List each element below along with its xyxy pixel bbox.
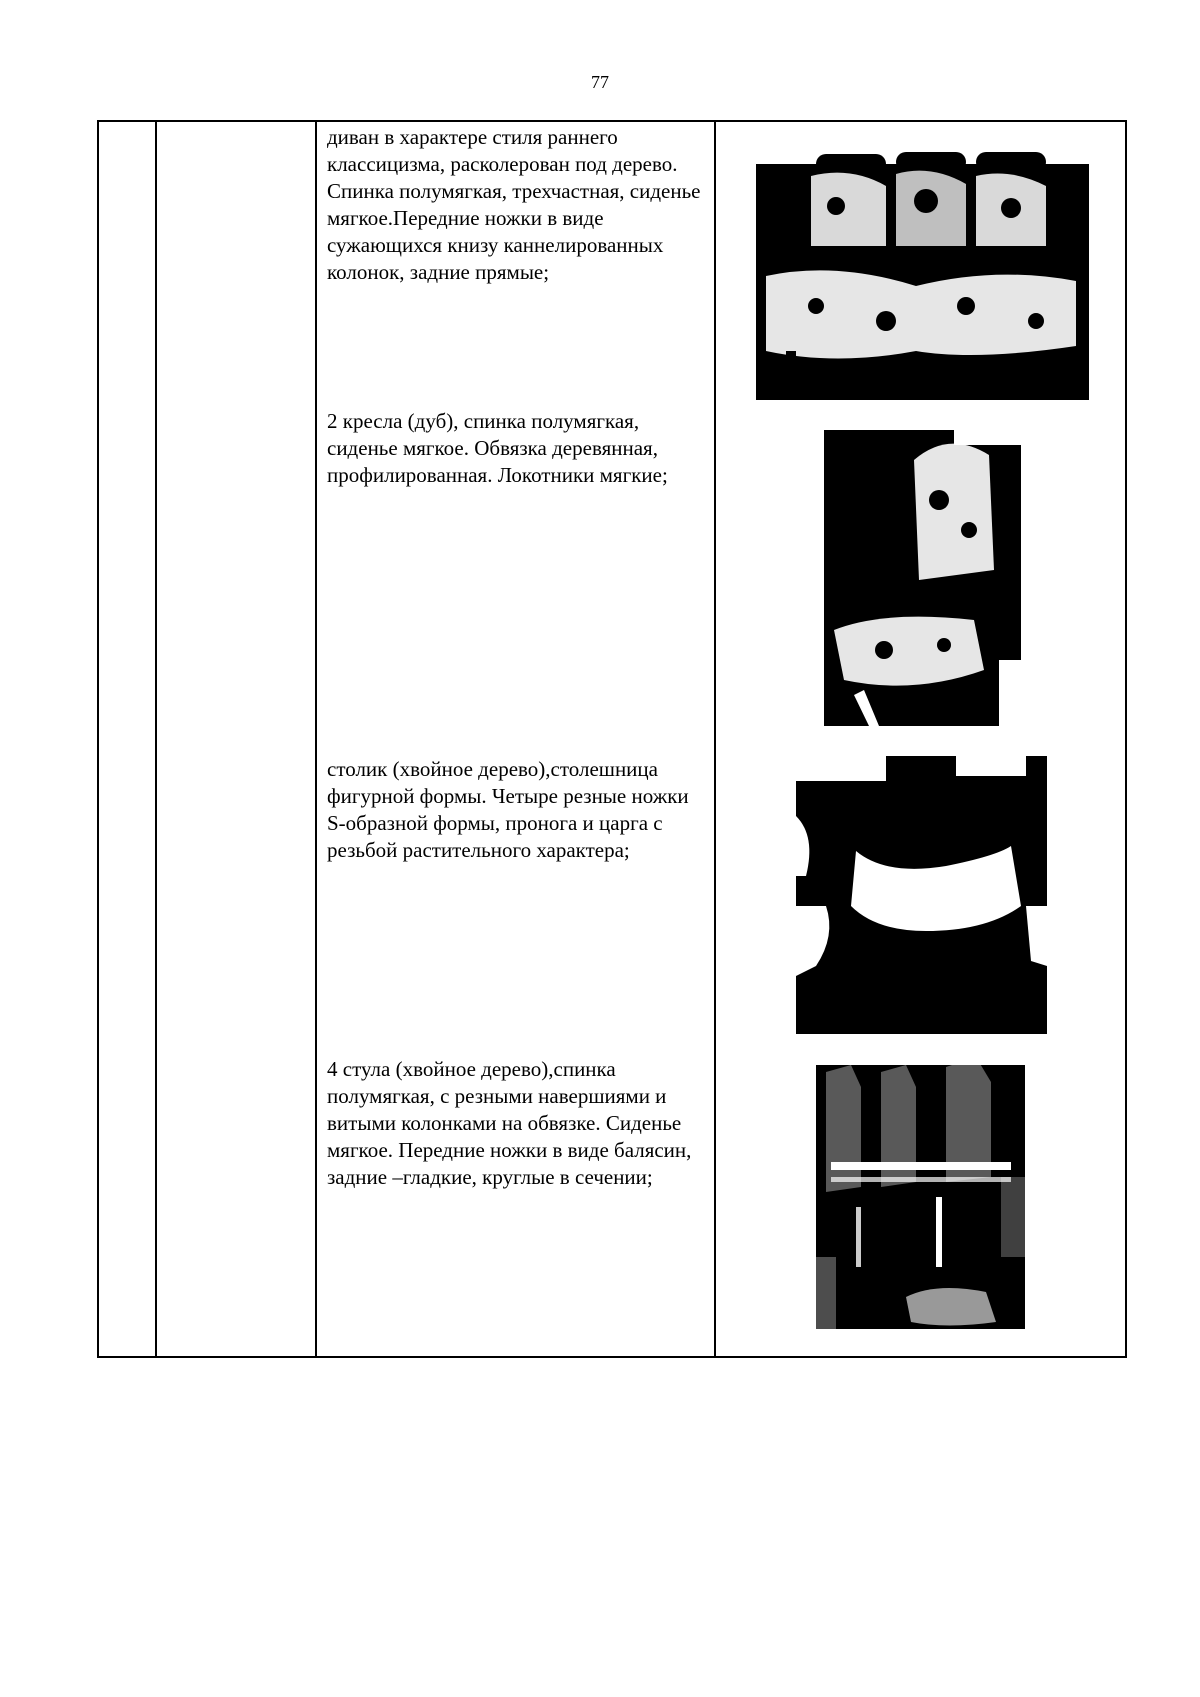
armchair-photo (824, 420, 1021, 726)
column-divider (315, 122, 317, 1356)
column-divider (155, 122, 157, 1356)
column-divider (714, 122, 716, 1356)
sofa-photo (756, 146, 1089, 400)
entry-description-table: столик (хвойное дерево),столешница фигурной формы. Четыре резные ножки S-образной формы, пронога и царга с резьбой растительного характера; (327, 757, 689, 862)
page-number: 77 (591, 72, 609, 92)
entry-description-sofa: диван в характере стиля раннего классицизма, расколерован под дерево. Спинка полумягкая, трехчастная, сиденье мягкое.Передние ножки в виде сужающихся книзу каннелированных колонок, задние прямые; (327, 125, 701, 284)
inventory-table (97, 120, 1127, 1358)
chairs-photo (816, 1057, 1025, 1329)
entry-description-armchair: 2 кресла (дуб), спинка полумягкая, сиденье мягкое. Обвязка деревянная, профилированная. Локотники мягкие; (327, 409, 668, 487)
entry-description-chairs: 4 стула (хвойное дерево),спинка полумягкая, с резными навершиями и витыми колонками на обвязке. Сиденье мягкое. Передние ножки в виде балясин, задние –гладкие, круглые в сечении; (327, 1057, 692, 1189)
table-photo (796, 756, 1047, 1034)
